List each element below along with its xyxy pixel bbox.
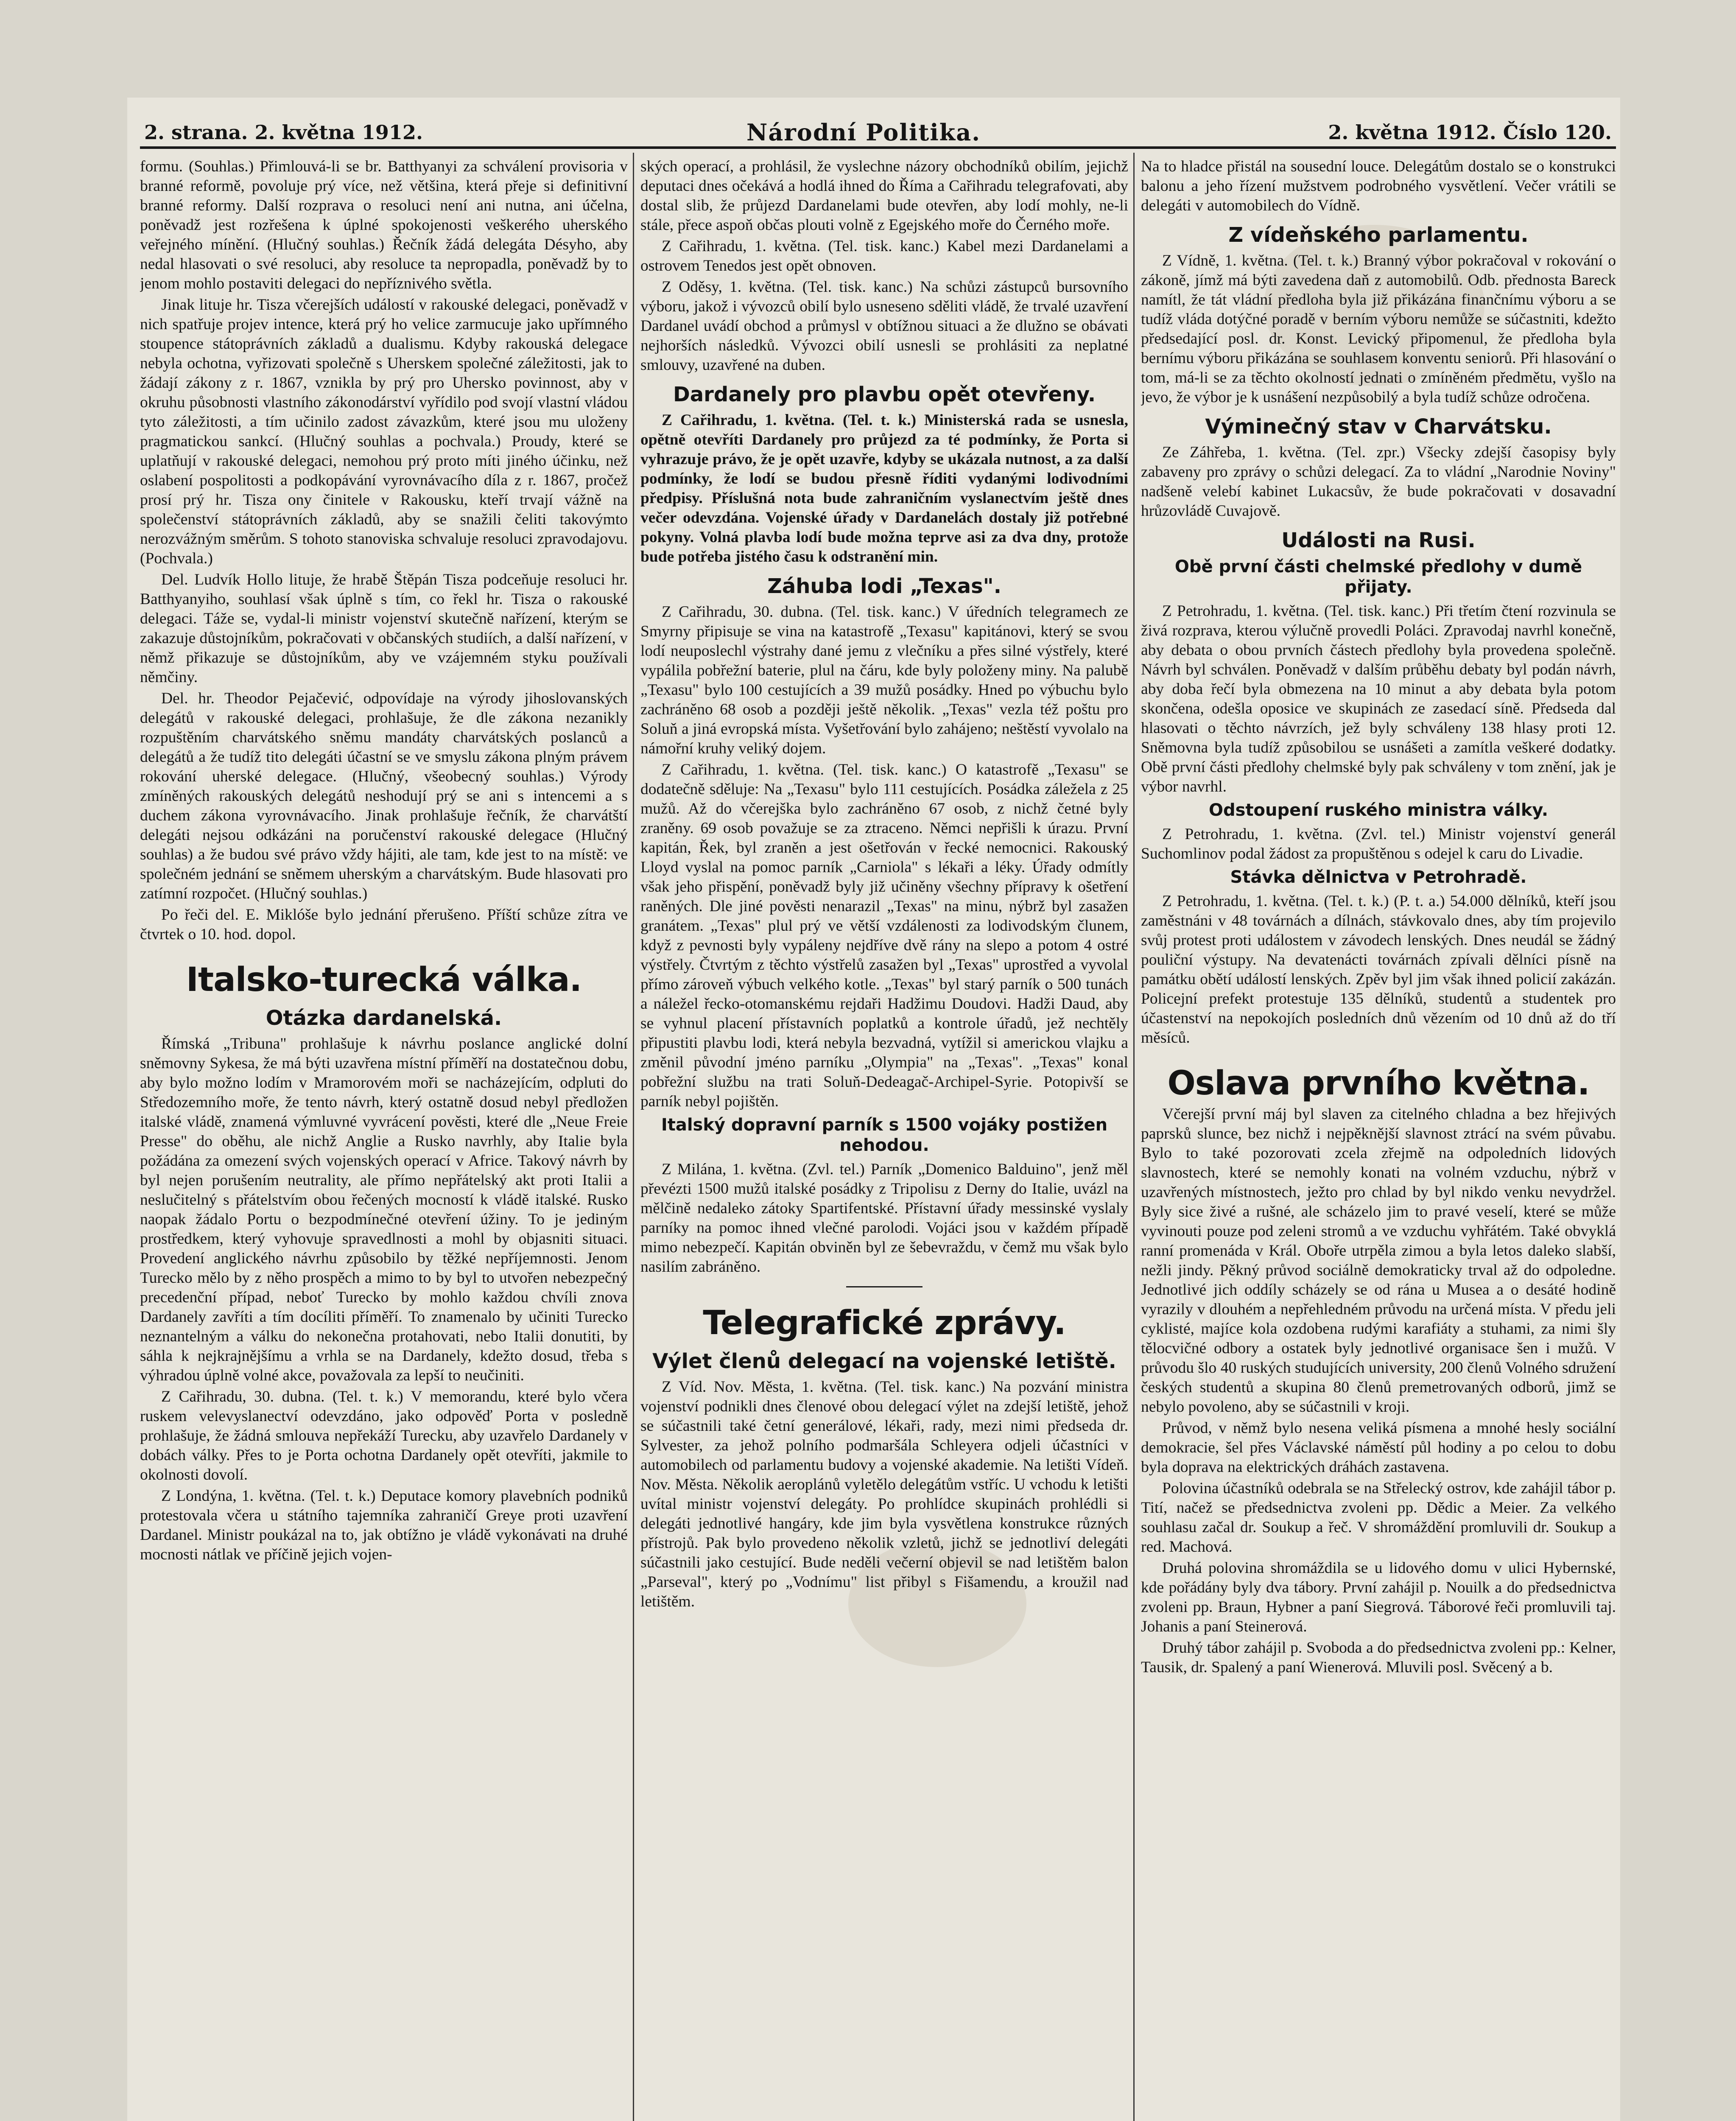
article-paragraph: Z Víd. Nov. Města, 1. května. (Tel. tisk. kanc.) Na pozvání ministra vojenství podnikli dnes členové obou delegací výlet na zdejší letiště, jehož se súčastnili také četní generálové, lékaři, rady, mezi nimi předseda dr. Sylvester, za jehož polního podmaršála Schleyera odjeli účastníci v automobilech od parlamentu budovy a vojenské akademie. Na letišti Vídeň. Nov. Města. Několik aeroplánů vyletělo delegátům vstříc. U vchodu k letišti uvítal ministr vojenství delegáty. Po prohlídce skupinách prohlédli si delegáti jednotlivé hangáry, kde jim byla vysvětlena konstrukce různých přístrojů. Pak bylo provedeno několik vzletů, jichž se jednotliví delegáti súčastnili jako cestující. Bude neděli večerní objevil se nad letištěm balon „Parseval", který po „Vodnímu" list přibyl s Fišamendu, a kroužil nad letištěm.: [640, 1378, 1128, 1610]
article-headline: Italský dopravní parník s 1500 vojáky postižen nehodou.: [661, 1115, 1108, 1155]
header-rule: [140, 146, 1616, 149]
column-1: [140, 157, 628, 2121]
section-headline: Italsko-turecká válka.: [186, 961, 582, 999]
issue-number: 2. května 1912. Číslo 120.: [1328, 121, 1612, 144]
section-headline: Telegrafické zprávy.: [703, 1304, 1066, 1342]
column-3: [1141, 157, 1616, 2121]
article-paragraph: Del. hr. Theodor Pejačević, odpovídaje na výrody jihoslovanských delegátů v rakouské delegaci, prohlašuje, že dle zákona nezanikly rozpuštěním charvátského sněmu mandáty charvátských poslanců a delegátů a že tudíž tito delegáti účastní se ve smyslu zákona plným právem rokování uherské delegace. (Hlučný, všeobecný souhlas.) Výrody zmíněných rakouských delegátů neshodují prý se ani s intencemi a s duchem zákona vyrovnávacího. Jinak prohlašuje řečník, že charvátští delegáti nejsou odkázáni na poručenství rakouské delegace (Hlučný souhlas) a že budou své právo vždy hájiti, ale tam, kde jest to na místě: ve společném jednání se sněmem uherským a charvátským. Bude hlasovati pro zatímní rozpočet. (Hlučný souhlas.): [140, 690, 628, 902]
article-paragraph: Druhá polovina shromáždila se u lidového domu v ulici Hybernské, kde pořádány byly dva tábory. První zahájil p. Nouilk a do předsednictva zvoleni pp. Braun, Hybner a paní Siegrová. Táborové řeči promluvili taj. Johanis a paní Steinerová.: [1141, 1559, 1616, 1635]
article-paragraph: formu. (Souhlas.) Přimlouvá-li se br. Batthyanyi za schválení provisoria v branné reformě, povoluje prý více, než většina, která přeje si definitivní branné reformy. Další rozprava o resoluci není ani nutna, ani účelna, poněvadž jest rozřešena k úplné spokojenosti veškerého uherského veřejného mínění. (Hlučný souhlas.) Řečník žádá delegáta Désyho, aby nedal hlasovati o své resoluci, aby resoluce ta nepropadla, poněvadž by to jenom mohlo postaviti delegaci do nepříznivého světla.: [140, 158, 628, 292]
article-paragraph: Z Vídně, 1. května. (Tel. t. k.) Branný výbor pokračoval v rokování o zákoně, jímž má býti zavedena daň z automobilů. Odb. přednosta Bareck namítl, že tát vládní předloha byla již přikázána finančnímu výboru a se tudíž vláda dotýčné poradě v berním výboru nemůže se súčastniti, kdežto předsedající posl. dr. Konst. Levický připomenul, že předloha byla bernímu výboru přikázána se souhlasem konventu seniorů. Při hlasování o tom, má-li se za těchto okolností jednati o zmíněném předmětu, vyšlo na jevo, že výbor je k usnášení nezpůsobilý a byla tudíž schůze odročena.: [1141, 252, 1616, 406]
article-headline: Obě první části chelmské předlohy v dumě přijaty.: [1174, 557, 1582, 597]
article-paragraph: Včerejší první máj byl slaven za citelného chladna a bez hřejivých paprsků slunce, bez nichž i nejpěknější slavnost ztrácí na svém půvabu. Bylo to také pozorovati zcela zřejmě na odpoledních lidových slavnostech, které se nemohly konati na volném vzduchu, nýbrž v uzavřených místnostech, ježto pro chlad by byl nikdo venku nevydržel. Byly sice živé a rušné, ale scházelo jim to pravé veselí, které se může vyvinouti pouze pod zeleni stromů a ve vzduchu vyhřátém. Také obvyklá ranní promenáda v Král. Oboře utrpěla zimou a byla letos daleko slabší, nežli jindy. Pěkný průvod sociálně demokraticky trval až do odpoledne. Jednotlivé jich oddíly scházely se od rána u Musea a o desáté hodině vyrazily v dlouhém a nepřehledném průvodu na určená místa. V předu jeli cyklisté, majíce kola ozdobena rudými karafiáty a stuhami, za nimi šly tělocvičné odbory a ostatek byly jednotlivé organisace šen i mužů. V průvodu šlo 40 ruských studujících university, 200 členů Volného sdružení českých studentů a skupina 80 členů premetrovaných odborů, jimž se nebylo povoleno, aby se súčastnili v kroji.: [1141, 1105, 1616, 1416]
article-paragraph: Polovina účastníků odebrala se na Střelecký ostrov, kde zahájil tábor p. Tití, načež se předsednictva zvoleni pp. Dědic a Meier. Za velkého souhlasu začal dr. Soukup a řeč. V shromáždění promluvili dr. Soukup a red. Machová.: [1141, 1480, 1616, 1556]
article-paragraph: Z Londýna, 1. května. (Tel. t. k.) Deputace komory plavebních podniků protestovala včera u státního tajemníka zahraničí Greye proti uzavření Dardanel. Ministr poukázal na to, jak obtížno je vládě vykonávati na druhé mocnosti nátlak ve příčině jejich vojen-: [140, 1487, 628, 1563]
article-headline: Výminečný stav v Charvátsku.: [1205, 415, 1552, 439]
running-head: [127, 117, 1620, 151]
article-paragraph: ských operací, a prohlásil, že vyslechne názory obchodníků obilím, jejichž deputaci dnes očekává a hodlá ihned do Říma a Cařihradu telegrafovati, aby dostal slib, že průjezd Dardanelami bude otevřen, aby lodí mohly, ne-li stále, přece aspoň občas plouti volně z Egejského moře do Černého moře.: [640, 158, 1128, 234]
article-paragraph: Z Cařihradu, 30. dubna. (Tel. t. k.) V memorandu, které bylo včera ruskem velevyslanectví odevzdáno, jako odpověď Porta v posledně prohlašuje, že žádná smlouva nepřekáží Turecku, aby uzavřelo Dardanely v dobách války. Přes to je Porta ochotna Dardanely opět otevříti, jakmile to okolnosti dovolí.: [140, 1388, 628, 1483]
section-divider: [846, 1286, 923, 1287]
article-paragraph: Z Milána, 1. května. (Zvl. tel.) Parník „Domenico Balduino", jenž měl převézti 1500 mužů italské posádky z Tripolisu z Derny do Italie, uvázl na mělčině nedaleko zátoky Spartifentské. Přístavní úřady messinské vyslaly parníky na pomoc ihned vlečné parolodi. Vojáci jsou v každém případě mimo nebezpečí. Kapitán obviněn byl ze šebevraždu, v čemž mu však bylo nasilím zabráněno.: [640, 1161, 1128, 1276]
article-paragraph: Del. Ludvík Hollo lituje, že hrabě Štěpán Tisza podceňuje resoluci hr. Batthyanyiho, souhlasí však úplně s tím, co řekl hr. Tisza o rakouské delegaci. Táže se, vydal-li ministr vojenství skutečně nařízení, kterým se zakazuje důstojníkům, pokračovati v občanských studiích, a další nařízení, v němž přikazuje se důstojníkům, aby ve vzájemném styku používali němčiny.: [140, 571, 628, 686]
column-2: [640, 157, 1128, 2121]
article-paragraph: Po řeči del. E. Miklóše bylo jednání přerušeno. Příští schůze zítra ve čtvrtek o 10. hod. dopol.: [140, 906, 628, 943]
newspaper-title: Národní Politika.: [746, 119, 981, 146]
article-paragraph: Z Cařihradu, 1. května. (Tel. t. k.) Ministerská rada se usnesla, opětně otevříti Dardanely pro průjezd za té podmínky, že Porta si vyhrazuje právo, že je opět uzavře, kdyby se ukázala nutnost, a za další podmínky, že lodí se budou přesně říditi vydanými lodivodními předpisy. Příslušná nota bude zahraničním vyslanectvím ještě dnes večer odevzdána. Vojenské úřady v Dardanelách dostaly již potřebné pokyny. Volná plavba lodí bude možna teprve asi za dva dny, protože bude potřeba jistého času k odstranění min.: [640, 411, 1128, 565]
section-subheadline: Otázka dardanelská.: [266, 1006, 502, 1030]
article-paragraph: Z Petrohradu, 1. května. (Zvl. tel.) Ministr vojenství generál Suchomlinov podal žádost za propuštěnou s odejel k caru do Livadie.: [1141, 825, 1616, 862]
section-headline: Oslava prvního května.: [1167, 1064, 1590, 1102]
article-headline: Záhuba lodi „Texas".: [767, 574, 1001, 598]
article-paragraph: Jinak lituje hr. Tisza včerejších událostí v rakouské delegaci, poněvadž v nich spatřuje projev intence, která prý ho velice zarmucuje jako upřímného stoupence státoprávních základů a dualismu. Kdyby rakouská delegace nebyla ochotna, vyřizovati společně s Uherskem společné záležitosti, jak to žádají zákony z r. 1867, vznikla by prý pro Uhersko povinnost, aby v okruhu působnosti vlastního zákonodárství vyřídilo pod svojí vlastní vládou tyto záležitosti, a tím učinilo zadost závazkům, které jsou mu uloženy pragmatickou sankcí. (Hlučný souhlas a pochvala.) Proudy, které se uplatňují v rakouské delegaci, nemohou prý proto míti jiného účinku, než oslabení pospolitosti a podkopávání vyrovnávacího díla z r. 1867, pročež prosí prý hr. Tisza ony činitele v Rakousku, kteří trvají vážně na společenství státoprávních základů, aby se snažili čeliti takovýmto nerozvážným směrům. S tohoto stanoviska schvaluje resoluci zpravodajovu. (Pochvala.): [140, 296, 628, 567]
article-paragraph: Ze Záhřeba, 1. května. (Tel. zpr.) Všecky zdejší časopisy byly zabaveny pro zprávy o schůzi delegací. Za to vládní „Narodnie Noviny" nadšeně velebí kabinet Lukacsův, že bude pokračovati v dosavadní hrůzovládě Cuvajově.: [1141, 444, 1616, 520]
article-paragraph: Na to hladce přistál na sousední louce. Delegátům dostalo se o konstrukci balonu a jeho řízení mužstvem podrobného vysvětlení. Večer vrátili se delegáti v automobilech do Vídně.: [1141, 158, 1616, 214]
newspaper-page: [127, 98, 1620, 2121]
article-paragraph: Z Cařihradu, 1. května. (Tel. tisk. kanc.) O katastrofě „Texasu" se dodatečně sděluje: Na „Texasu" bylo 111 cestujících. Posádka záležela z 25 mužů. Až do včerejška bylo zachráněno 67 osob, z nichž četné byly zraněny. 69 osob považuje se za ztraceno. Němci nepřišli k úrazu. První kapitán, Řek, byl zraněn a jest ošetřován v řecké nemocnici. Rakouský Lloyd vyslal na pomoc parník „Carniola" s lékaři a léky. Úřady odmítly však jeho přispění, poněvadž byly již učiněny všechny přípravy k ošetření raněných. Dle jiné pověsti nenarazil „Texas" na minu, nýbrž byl zasažen granátem. „Texas" plul prý ve větší vzdálenosti za lodivodským člunem, když z pevnosti byly vypáleny nejdříve dvě rány na slepo a potom 4 ostré výstřely. Čtvrtým z těchto výstřelů zasažen byl „Texas" uprostřed a vyvolal přímo zároveň výbuch velkého kotle. „Texas" byl starý parník o 500 tunách a náležel řecko-otomanskému rejdaři Hadžimu Doudovi. Hadži Daud, aby se vyhnul placení přístavních poplatků a kontrole úřadů, jež nechtěly připustiti plavbu lodi, která nebyla bezvadná, vytížil si americkou vlajku a změnil původní jméno parníku „Olympia" na „Texas". „Texas" konal pobřežní službu na trati Soluň-Dedeagač-Archipel-Syrie. Potopivší se parník nebyl pojištěn.: [640, 761, 1128, 1110]
article-paragraph: Z Petrohradu, 1. května. (Tel. t. k.) (P. t. a.) 54.000 dělníků, kteří jsou zaměstnáni v 48 továrnách a dílnách, stávkovalo dnes, aby tím projevilo svůj protest proti událostem v závodech lenských. Dnes neudál se žádný pouliční výstupy. Na devatenácti továrnách zpívali dělníci písně na památku obětí událostí lenských. Zpěv byl jim však ihned policií zakázán. Policejní prefekt protestuje 135 dělníků, studentů a studentek pro účastenství na nepokojích posledních dnů vězením od 10 dnů až do tří měsíců.: [1141, 893, 1616, 1047]
article-headline: Dardanely pro plavbu opět otevřeny.: [673, 383, 1096, 406]
article-paragraph: Z Petrohradu, 1. května. (Tel. tisk. kanc.) Při třetím čtení rozvinula se živá rozprava, kterou výlučně provedli Poláci. Zpravodaj navrhl konečně, aby debata o obou prvních částech předlohy byla provedena společně. Návrh byl schválen. Poněvadž v dalším průběhu debaty byl podán návrh, aby doba řečí byla obmezena na 10 minut a aby debata byla potom skončena, odešla oposice ve skupinách ze zasedací síně. Předseda dal hlasovati o těchto návrzích, jež byly schváleny 138 hlasy proti 12. Sněmovna byla tudíž způsobilou se usnášeti a zamítla veškeré dodatky. Obě první části předlohy chelmské byly pak schváleny v tom znění, jak je výbor navrhl.: [1141, 602, 1616, 795]
column-divider: [633, 153, 634, 2121]
article-headline: Odstoupení ruského ministra války.: [1208, 800, 1549, 820]
section-subheadline: Výlet členů delegací na vojenské letiště.: [652, 1349, 1116, 1373]
article-paragraph: Z Oděsy, 1. května. (Tel. tisk. kanc.) Na schůzi zástupců bursovního výboru, jakož i vývozců obilí bylo usneseno sděliti vládě, že trvalé uzavření Dardanel uvádí obchod a průmysl v obtížnou situaci a že dlužno se obávati nejhorších následků. Vývozci obilí usnesli se prohlásiti za neplatné smlouvy, uzavřené na duben.: [640, 278, 1128, 374]
page-date-left: 2. strana. 2. května 1912.: [144, 121, 423, 144]
article-headline: Stávka dělnictva v Petrohradě.: [1230, 867, 1527, 887]
article-paragraph: Druhý tábor zahájil p. Svoboda a do předsednictva zvoleni pp.: Kelner, Tausik, dr. Spalený a paní Wienerová. Mluvili posl. Svěcený a b.: [1141, 1639, 1616, 1676]
article-paragraph: Římská „Tribuna" prohlašuje k návrhu poslance anglické dolní sněmovny Sykesa, že má býti uzavřena místní příměří na dostatečnou dobu, aby bylo možno lodím v Mramorovém moři se nacházejícím, odpluti do Středozemního moře, že tento návrh, který ostatně dosud nebyl předložen italské vládě, znamená výmluvné vyvrácení pověsti, které dle „Neue Freie Presse" do oběhu, ale nichž Anglie a Rusko navrhly, aby Italie byla požádána za omezení svých vojenských operací v Africe. Takový návrh by byl nejen porušením neutrality, ale přímo nepřátelský akt proti Italii a neslučitelný s přátelstvím obou řečených mocností k vládě italské. Rusko naopak žádalo Portu o bezpodmínečné otevření úžiny. To je jediným prostředkem, který vyhovuje spravedlnosti a mohl by objasniti situaci. Provedení anglického návrhu způsobilo by těžké nepříjemnosti. Jenom Turecko mělo by z něho prospěch a mimo to by byl to utvořen nebezpečný precedenční případ, neboť Turecko by mohlo každou chvíli znova Dardanely zavříti a tím docíliti příměří. To znamenalo by učiniti Turecko neznantelným a válku do nekonečna protahovati, nebo Italii donutiti, by sáhla k nejkrajnějšímu a vrhla se na Dardanely, kdežto dosud, třeba s výhradou úplně volné akce, považovala za lepší to neučiniti.: [140, 1035, 628, 1384]
article-paragraph: Z Cařihradu, 30. dubna. (Tel. tisk. kanc.) V úředních telegramech ze Smyrny připisuje se vina na katastrofě „Texasu" kapitánovi, který se svou lodí neuposlechl výstrahy dané jemu z vlečníku a přes silné výstřely, které vypálila pobřežní baterie, plul na čáru, kde byly položeny miny. Na palubě „Texasu" bylo 100 cestujících a 39 mužů posádky. Hned po výbuchu bylo zachráněno 68 osob a později ještě několik. „Texas" vezla též poštu pro Soluň a jiná evropská místa. Vyšetřování bylo zahájeno; neštěstí vyvolalo na námořní kruhy veliký dojem.: [640, 603, 1128, 757]
article-paragraph: Z Cařihradu, 1. května. (Tel. tisk. kanc.) Kabel mezi Dardanelami a ostrovem Tenedos jest opět obnoven.: [640, 238, 1128, 274]
article-paragraph: Průvod, v němž bylo nesena veliká písmena a mnohé hesly sociální demokracie, šel přes Václavské náměstí půl hodiny a po celou to dobu byla doprava na elektrických dráhách zastavena.: [1141, 1419, 1616, 1476]
article-headline: Z vídeňského parlamentu.: [1228, 223, 1529, 247]
section-headline: Události na Rusi.: [1281, 529, 1476, 552]
column-divider: [1133, 153, 1135, 2121]
